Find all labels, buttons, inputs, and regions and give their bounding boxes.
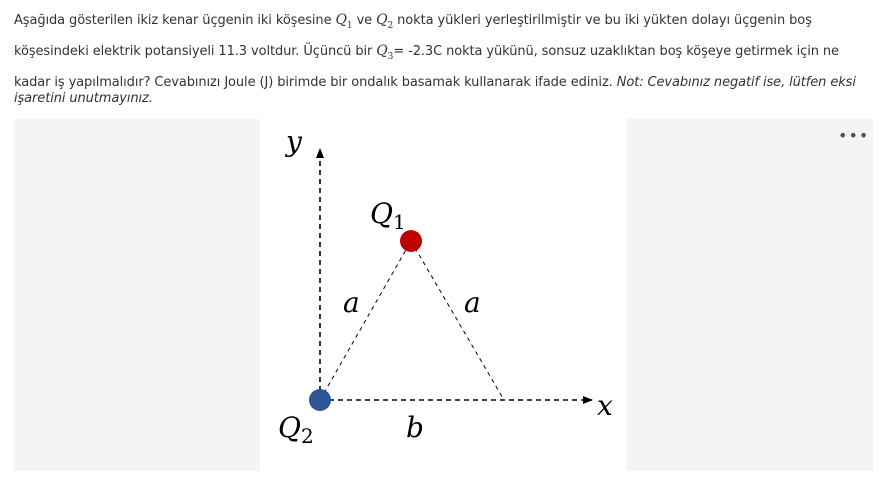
q2-symbol: [376, 12, 394, 31]
question-text-segment: kadar iş yapılmalıdır? Cevabınızı Joule (J) birimde bir ondalık basamak kullanarak ifade ediniz.: [14, 75, 617, 90]
q3-symbol-letter: Q: [376, 43, 388, 59]
question-text-segment: ve: [352, 13, 377, 28]
q3-symbol: [376, 43, 394, 62]
y-axis-label: y: [286, 125, 302, 158]
triangle-right-side: [411, 241, 504, 400]
question-text-segment: = -2.3C nokta yükünü, sonsuz uzaklıktan boş köşeye getirmek için ne: [393, 44, 839, 59]
triangle-figure: [260, 119, 627, 471]
q1-symbol: [335, 12, 353, 31]
q2-symbol-letter: Q: [376, 12, 388, 28]
q1-symbol-letter: Q: [335, 12, 347, 28]
more-options-icon[interactable]: •••: [838, 126, 870, 145]
x-axis-label: x: [597, 389, 613, 422]
question-text-segment: nokta yükleri yerleştirilmiştir ve bu iki yükten dolayı üçgenin boş: [393, 13, 812, 28]
q1-symbol-subscript: 1: [346, 21, 353, 31]
base-label: b: [406, 411, 424, 444]
q2-label-letter: Q: [278, 411, 301, 444]
q2-symbol-subscript: 2: [387, 21, 394, 31]
triangle-left-side: [320, 241, 411, 400]
q1-label-letter: Q: [370, 197, 393, 230]
figure-right-background: [627, 119, 873, 471]
q1-label-subscript: 1: [392, 210, 406, 234]
side-left-label: a: [343, 286, 360, 319]
question-note: Not: Cevabınız negatif ise, lütfen eksi: [616, 75, 856, 90]
question-text: [14, 6, 876, 107]
q2-charge: [309, 389, 331, 411]
question-line-2: [14, 37, 876, 68]
side-right-label: a: [464, 286, 481, 319]
figure-left-background: [14, 119, 260, 471]
q2-label-subscript: 2: [300, 424, 314, 448]
q1-label: [370, 197, 406, 234]
question-line-4: işaretini unutmayınız.: [14, 91, 153, 106]
triangle-diagram: [260, 119, 627, 471]
question-text-segment: köşesindeki elektrik potansiyeli 11.3 voltdur. Üçüncü bir: [14, 44, 377, 59]
q3-symbol-subscript: 3: [387, 52, 394, 62]
question-line-1: [14, 6, 876, 37]
q2-label: [278, 411, 314, 448]
question-text-segment: Aşağıda gösterilen ikiz kenar üçgenin iki köşesine: [14, 13, 336, 28]
